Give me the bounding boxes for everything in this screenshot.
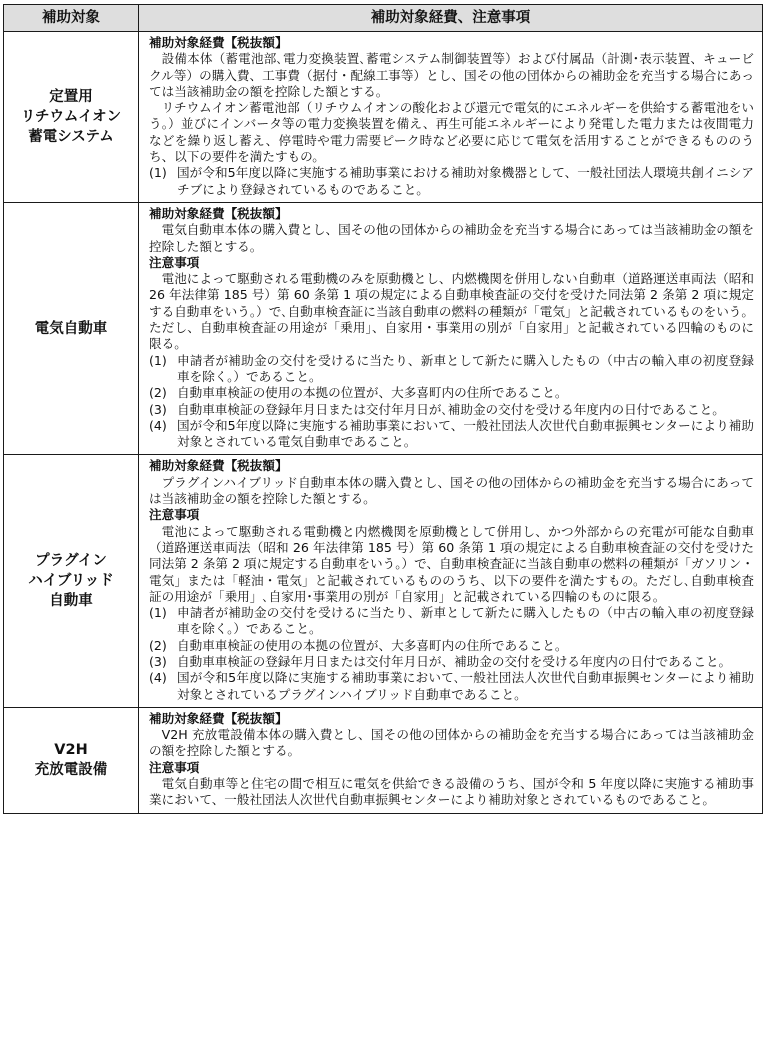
requirement-text: 国が令和5年度以降に実施する補助事業において、一般社団法人次世代自動車振興センターにより補助対象とされている電気自動車であること。 — [177, 417, 754, 450]
subsidy-table — [3, 4, 763, 814]
notes-paragraph: 電気自動車等と住宅の間で相互に電気を供給できる設備のうち、国が令和 5 年度以降に実施する補助事業において、一般社団法人次世代自動車振興センターにより補助対象とされているものであること。 — [149, 776, 754, 808]
table-row — [4, 707, 763, 813]
expense-heading: 補助対象経費【税抜額】 — [149, 205, 288, 221]
target-label-line: 自動車 — [49, 593, 93, 610]
target-label-line: 定置用 — [49, 88, 93, 105]
requirement-text: 申請者が補助金の交付を受けるに当たり、新車として新たに購入したもの（中古の輸入車の初度登録車を除く。）であること。 — [177, 352, 754, 384]
requirement-item — [149, 605, 754, 638]
target-label-line: 充放電設備 — [34, 762, 108, 779]
requirement-number: (1) — [149, 605, 167, 621]
subsidy-target-label — [4, 202, 139, 454]
requirement-number: (1) — [149, 165, 167, 181]
requirement-item — [149, 654, 754, 670]
subsidy-detail-cell — [139, 455, 763, 707]
table-row — [4, 202, 763, 454]
requirement-text: 申請者が補助金の交付を受けるに当たり、新車として新たに購入したもの（中古の輸入車の初度登録車を除く。）であること。 — [177, 605, 754, 637]
notes-heading: 注意事項 — [149, 507, 200, 523]
requirement-number: (2) — [149, 385, 167, 401]
target-label-line: リチウムイオン — [20, 108, 122, 125]
target-label-line: ハイブリッド — [28, 573, 114, 590]
target-label-line: 蓄電システム — [28, 128, 114, 145]
requirement-text: 自動車車検証の使用の本拠の位置が、大多喜町内の住所であること。 — [177, 385, 568, 401]
expense-heading: 補助対象経費【税抜額】 — [149, 35, 288, 50]
subsidy-target-label — [4, 707, 139, 813]
target-label-line: 電気自動車 — [34, 320, 108, 337]
requirement-text: 国が令和5年度以降に実施する補助事業における補助対象機器として、一般社団法人環境共創イニシアチブにより登録されているものであること。 — [177, 165, 754, 197]
requirement-text: 自動車車検証の使用の本拠の位置が、大多喜町内の住所であること。 — [177, 637, 568, 653]
notes-paragraph: 電池によって駆動される電動機と内燃機関を原動機として併用し、かつ外部からの充電が可能な自動車（道路運送車両法（昭和 26 年法律第 185 号）第 60 条第 1 項の規定による自動車検査証の交付を受けた同法第 2 条第 2 項に規定する自動車をいう。）で、自動車検査証に当該自動車の燃料の種類が「ガソリン・電気」または「軽油・電気」と記載されているもののうち、以下の要件を満たすもの。ただし､自動車検査証の用途が「乗用」､自家用･事業用の別が「自家用」と記載されている四輪のものに限る。 — [149, 523, 755, 604]
requirement-number: (4) — [149, 417, 167, 433]
requirement-number: (3) — [149, 401, 167, 417]
subsidy-target-label — [4, 32, 139, 203]
target-label-line: V2H — [54, 742, 88, 759]
requirement-item — [149, 670, 754, 703]
requirement-number: (2) — [149, 637, 167, 653]
table-row — [4, 32, 763, 203]
expense-paragraph: 電気自動車本体の購入費とし、国その他の団体からの補助金を充当する場合にあっては当該補助金の額を控除した額とする。 — [149, 222, 754, 254]
requirement-text: 自動車車検証の登録年月日または交付年月日が､補助金の交付を受ける年度内の日付であること。 — [177, 401, 725, 417]
notes-heading: 注意事項 — [149, 759, 200, 775]
requirement-text: 自動車車検証の登録年月日または交付年月日が、補助金の交付を受ける年度内の日付であること。 — [177, 653, 732, 669]
requirement-number: (1) — [149, 352, 167, 368]
requirement-item — [149, 638, 754, 654]
header-expenses-notes: 補助対象経費、注意事項 — [139, 5, 763, 32]
requirement-text: 国が令和5年度以降に実施する補助事業において､一般社団法人次世代自動車振興センターにより補助対象とされているプラグインハイブリッド自動車であること。 — [177, 670, 754, 702]
table-body — [4, 32, 763, 814]
expense-paragraph: 設備本体（蓄電池部､電力変換装置､蓄電システム制御装置等）および付属品（計測･表示装置、キュービクル等）の購入費、工事費（据付・配線工事等）とし、国その他の団体からの補助金を充当する場合にあっては当該補助金の額を控除した額とする。 — [149, 51, 754, 99]
expense-paragraph: プラグインハイブリッド自動車本体の購入費とし、国その他の団体からの補助金を充当する場合にあっては当該補助金の額を控除した額とする。 — [149, 474, 754, 507]
requirement-item — [149, 353, 754, 386]
subsidy-detail-cell — [139, 202, 763, 454]
subsidy-detail-cell — [139, 707, 763, 813]
requirement-item — [149, 165, 754, 198]
expense-paragraph: V2H 充放電設備本体の購入費とし、国その他の団体からの補助金を充当する場合にあっては当該補助金の額を控除した額とする。 — [149, 727, 754, 759]
requirement-item — [149, 385, 754, 401]
requirements-list — [149, 353, 754, 451]
notes-heading: 注意事項 — [149, 254, 200, 270]
table-header-row — [4, 5, 763, 32]
notes-paragraph: 電池によって駆動される電動機のみを原動機とし、内燃機関を併用しない自動車（道路運送車両法（昭和 26 年法律第 185 号）第 60 条第 1 項の規定による自動車検査証の交付を受けた同法第 2 条第 2 項に規定する自動車をいう。）で､自動車検査証に当該自動車の燃料の種類が「電気」と記載されているものをいう。ただし、自動車検査証の用途が「乗用」、自家用・事業用の別が「自家用」と記載されている四輪のものに限る。 — [149, 271, 754, 352]
requirement-number: (4) — [149, 670, 167, 686]
requirements-list — [149, 165, 754, 198]
header-target: 補助対象 — [4, 5, 139, 32]
expense-heading: 補助対象経費【税抜額】 — [149, 710, 288, 726]
subsidy-detail-cell — [139, 32, 763, 203]
requirement-item — [149, 418, 754, 451]
expense-paragraph: リチウムイオン蓄電池部（リチウムイオンの酸化および還元で電気的にエネルギーを供給する蓄電池をいう｡）並びにインバータ等の電力変換装置を備え、再生可能エネルギーにより発電した電力または夜間電力などを繰り返し蓄え、停電時や電力需要ピーク時など必要に応じて電気を活用することができるもののうち、以下の要件を満たすもの。 — [149, 100, 754, 165]
expense-heading: 補助対象経費【税抜額】 — [149, 458, 288, 474]
table-row — [4, 455, 763, 707]
target-label-line: プラグイン — [35, 553, 107, 570]
requirement-item — [149, 402, 754, 418]
subsidy-target-label — [4, 455, 139, 707]
requirements-list — [149, 605, 754, 703]
requirement-number: (3) — [149, 653, 167, 669]
